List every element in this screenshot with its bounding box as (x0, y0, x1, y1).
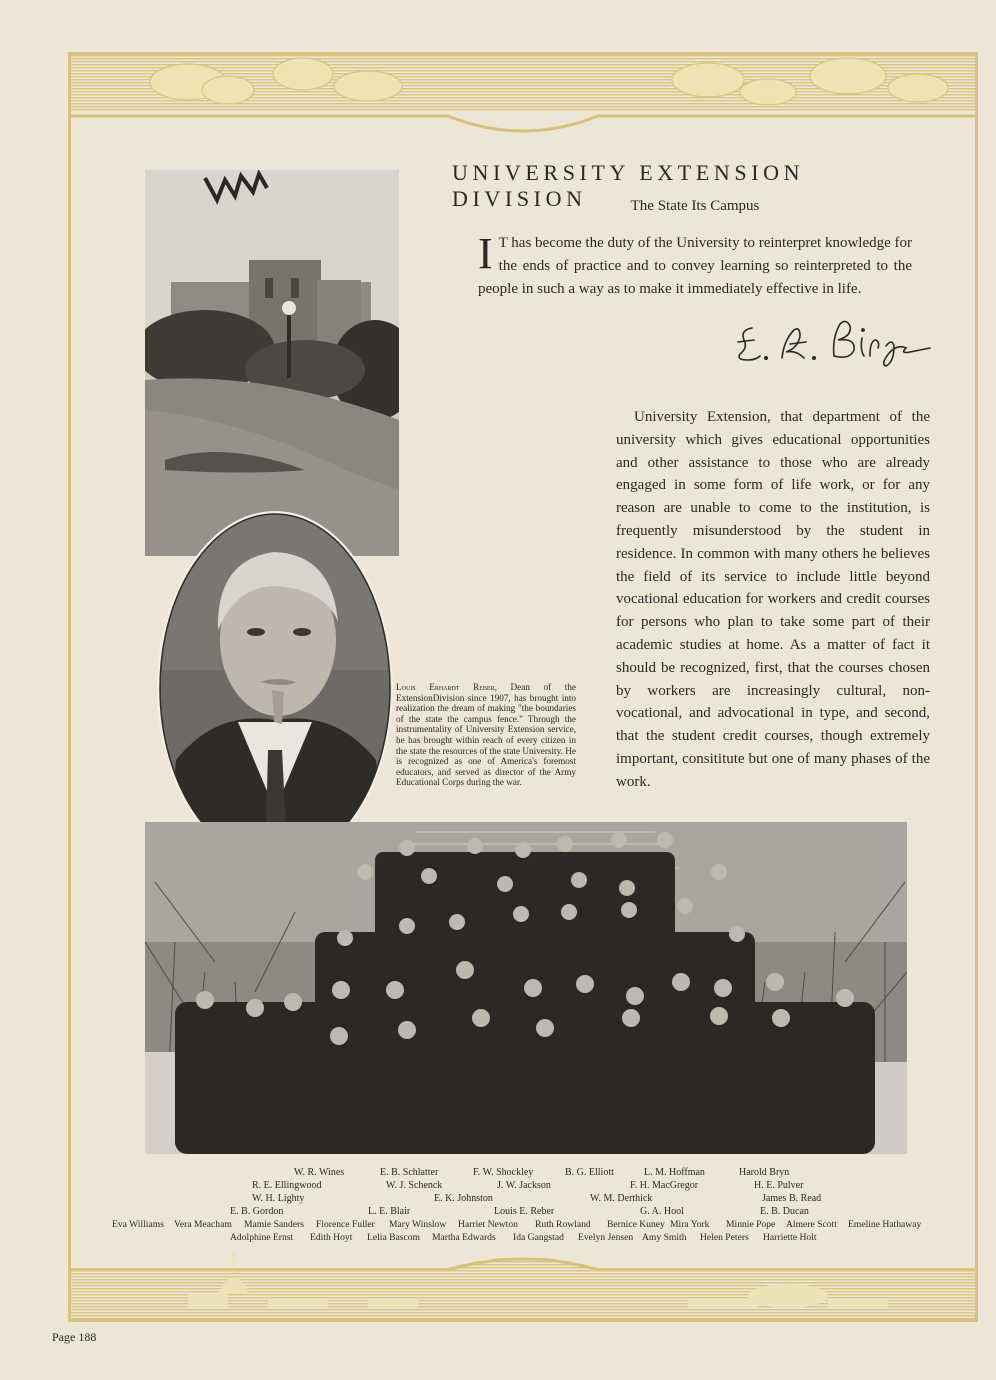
name: Emeline Hathaway (848, 1219, 922, 1230)
name: F. H. MacGregor (630, 1180, 699, 1191)
name: E. B. Gordon (230, 1206, 284, 1217)
name: H. E. Pulver (754, 1180, 804, 1191)
decorative-bottom-band (68, 1240, 978, 1322)
reber-portrait (156, 510, 394, 866)
intro-paragraph (478, 229, 913, 301)
name: Ida Gangstad (513, 1232, 564, 1243)
name: Harriette Holt (763, 1232, 817, 1243)
name: L. E. Blair (368, 1206, 411, 1217)
name: E. B. Schlatter (380, 1167, 439, 1178)
name: Mira York (670, 1219, 710, 1230)
names-row-4 (90, 1205, 950, 1218)
portrait-caption (396, 682, 576, 788)
page-title: UNIVERSITY EXTENSION DIVISION (452, 160, 805, 211)
name: Lelia Bascom (367, 1232, 421, 1243)
name: Edith Hoyt (310, 1232, 353, 1243)
name: Harriet Newton (458, 1219, 518, 1230)
page-subtitle: The State Its Campus (630, 198, 760, 214)
name: James B. Read (762, 1193, 822, 1204)
name: B. G. Elliott (565, 1167, 614, 1178)
caption-text: Dean of the ExtensionDivision since 1907, has brought into realization the dream of making "the boundaries of the state the campus fence." Through the instrumentality of University Extension service, he has brought within reach of every citizen in the state the resources of the state University. He is recognized as one of America's foremost educators, and served as director of the Army Educational Corps during the war. (396, 682, 576, 788)
name: Eva Williams (112, 1219, 164, 1230)
name: E. K. Johnston (434, 1193, 493, 1204)
name: Martha Edwards (432, 1232, 496, 1243)
body-text (616, 406, 930, 794)
name: W. R. Wines (294, 1167, 345, 1178)
names-row-2 (90, 1179, 950, 1192)
body-paragraph: University Extension, that department of the university which gives educational opportunities and other assistance to those who are already engaged in some form of life work, or for any reason are unable to come to the institution, is frequently misunderstood by the student in residence. In common with many others he believes the field of its service to include little beyond vocational education for workers and credit courses for persons who plan to take some part of their academic studies at home. As a matter of fact it should be recognized, first, that the courses chosen by workers are increasingly cultural, non-vocational, and advocational in type, and second, that the student credit courses, though extremely important, consititute but one of many phases of the work. (616, 409, 930, 790)
name: Adolphine Ernst (230, 1232, 294, 1243)
name: Evelyn Jensen (578, 1232, 634, 1243)
names-row-5 (90, 1218, 950, 1231)
names-row-3 (90, 1192, 950, 1205)
name: E. B. Ducan (760, 1206, 809, 1217)
name: Bernice Kuney (607, 1219, 665, 1230)
caption-name: Louis Erhardt Reber, (396, 682, 497, 692)
name: J. W. Jackson (497, 1180, 551, 1191)
name: Almere Scott (786, 1219, 837, 1230)
staff-group-photo (145, 822, 907, 1154)
name: L. M. Hoffman (644, 1167, 705, 1178)
group-photo-names (90, 1166, 950, 1244)
name: Mamie Sanders (244, 1219, 304, 1230)
birge-signature (730, 310, 940, 370)
name: G. A. Hool (640, 1206, 684, 1217)
name: R. E. Ellingwood (252, 1180, 322, 1191)
intro-text: T has become the duty of the University to reinterpret knowledge for the ends of practice and to convey learning so reinterpreted to the people in such a way as to make it immediately effective in life. (478, 235, 913, 297)
name: Helen Peters (700, 1232, 749, 1243)
name: W. H. Lighty (252, 1193, 305, 1204)
names-row-1 (90, 1166, 950, 1179)
campus-building-photo (145, 170, 399, 556)
name: Mary Winslow (389, 1219, 447, 1230)
name: W. J. Schenck (386, 1180, 443, 1191)
name: Louis E. Reber (494, 1206, 555, 1217)
name: Vera Meacham (174, 1219, 232, 1230)
name: Ruth Rowland (535, 1219, 591, 1230)
name: Amy Smith (642, 1232, 687, 1243)
name: W. M. Derthick (590, 1193, 653, 1204)
name: Harold Bryn (739, 1167, 790, 1178)
page-number: Page 188 (52, 1330, 97, 1344)
name: F. W. Shockley (473, 1167, 534, 1178)
name: Minnie Pope (726, 1219, 776, 1230)
drop-cap: I (478, 229, 493, 278)
name: Florence Fuller (316, 1219, 375, 1230)
